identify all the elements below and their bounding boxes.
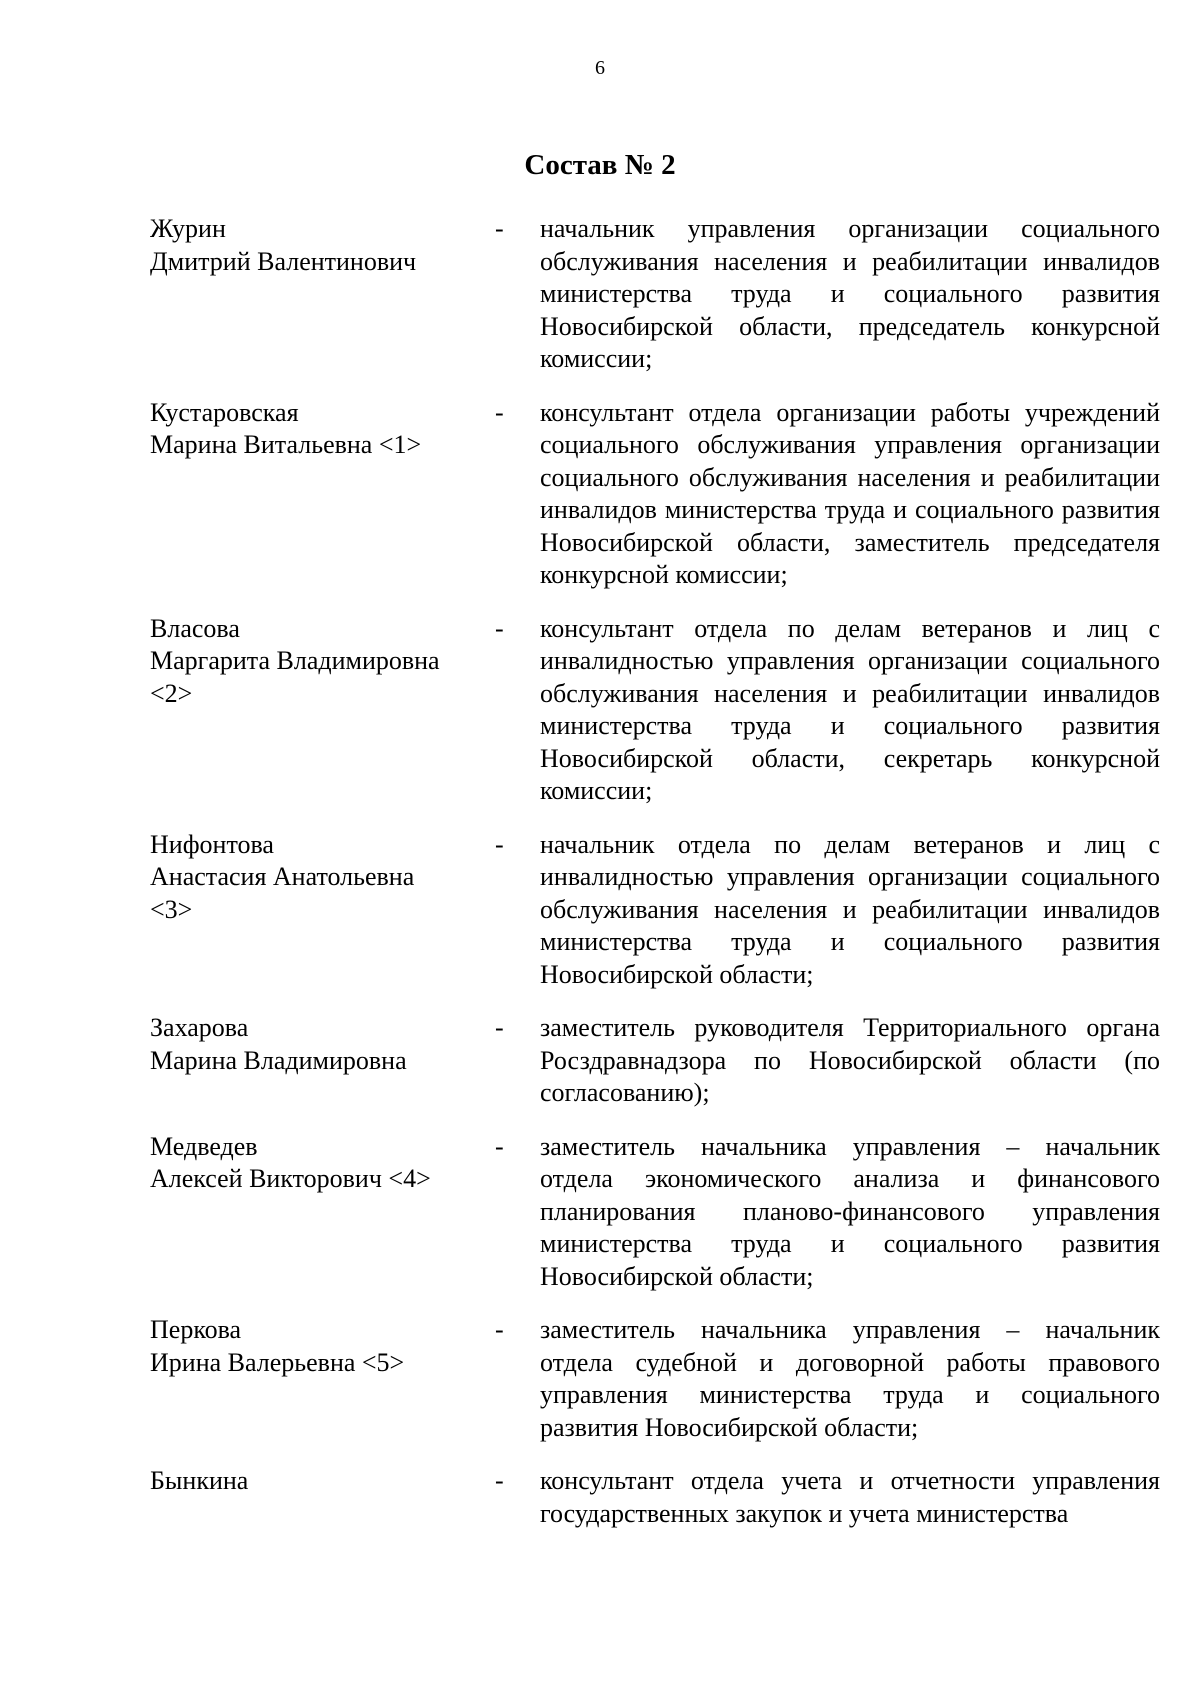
member-name: Журин Дмитрий Валентинович: [150, 214, 417, 276]
member-name: Кустаровская Марина Витальевна <1>: [150, 397, 422, 459]
member-dash: -: [495, 1013, 504, 1042]
member-name: Захарова Марина Владимировна: [150, 1013, 407, 1075]
member-role: консультант отдела учета и отчетности управления государственных закупок и учета министерства: [540, 1466, 1160, 1528]
page-number: 6: [595, 57, 605, 79]
member-name: Нифонтова Анастасия Анатольевна <3>: [150, 829, 415, 924]
member-role: начальник управления организации социального обслуживания населения и реабилитации инвалидов министерства труда и социального развития Новосибирской области, председатель конкурсной комиссии;: [540, 214, 1160, 373]
member-dash: -: [495, 1131, 504, 1161]
member-name: Власова Маргарита Владимировна <2>: [150, 613, 440, 708]
member-dash: -: [495, 397, 504, 427]
member-name: Перкова Ирина Валерьевна <5>: [150, 1315, 405, 1377]
member-row: [150, 213, 1160, 376]
member-role: начальник отдела по делам ветеранов и лиц с инвалидностью управления организации социального обслуживания населения и реабилитации инвалидов министерства труда и социального развития Новосибирской области;: [540, 829, 1160, 989]
member-dash: -: [495, 1466, 504, 1495]
member-row: [150, 1131, 1160, 1294]
member-role: заместитель руководителя Территориального органа Росздравнадзора по Новосибирской области (по согласованию);: [540, 1013, 1160, 1107]
member-role: консультант отдела организации работы учреждений социального обслуживания управления организации социального обслуживания населения и реабилитации инвалидов министерства труда и социального развития Новосибирской области, заместитель председателя конкурсной комиссии;: [540, 397, 1160, 589]
members-list: [150, 213, 1160, 1551]
member-row: [150, 397, 1160, 592]
member-row: [150, 1012, 1160, 1110]
member-dash: -: [495, 1315, 504, 1344]
member-dash: -: [495, 829, 504, 859]
member-name: Бынкина: [150, 1466, 249, 1495]
member-dash: -: [495, 613, 504, 643]
member-role: заместитель начальника управления – начальник отдела судебной и договорной работы правового управления министерства труда и социального развития Новосибирской области;: [540, 1315, 1160, 1442]
member-row: [150, 829, 1160, 992]
member-role: консультант отдела по делам ветеранов и лиц с инвалидностью управления организации социального обслуживания населения и реабилитации инвалидов министерства труда и социального развития Новосибирской области, секретарь конкурсной комиссии;: [540, 613, 1160, 805]
document-title: Состав № 2: [524, 149, 676, 181]
member-row: [150, 1465, 1160, 1530]
member-row: [150, 613, 1160, 808]
member-role: заместитель начальника управления – начальник отдела экономического анализа и финансового планирования планово-финансового управления министерства труда и социального развития Новосибирской области;: [540, 1131, 1160, 1291]
member-row: [150, 1314, 1160, 1444]
member-dash: -: [495, 214, 504, 243]
member-name: Медведев Алексей Викторович <4>: [150, 1131, 431, 1193]
